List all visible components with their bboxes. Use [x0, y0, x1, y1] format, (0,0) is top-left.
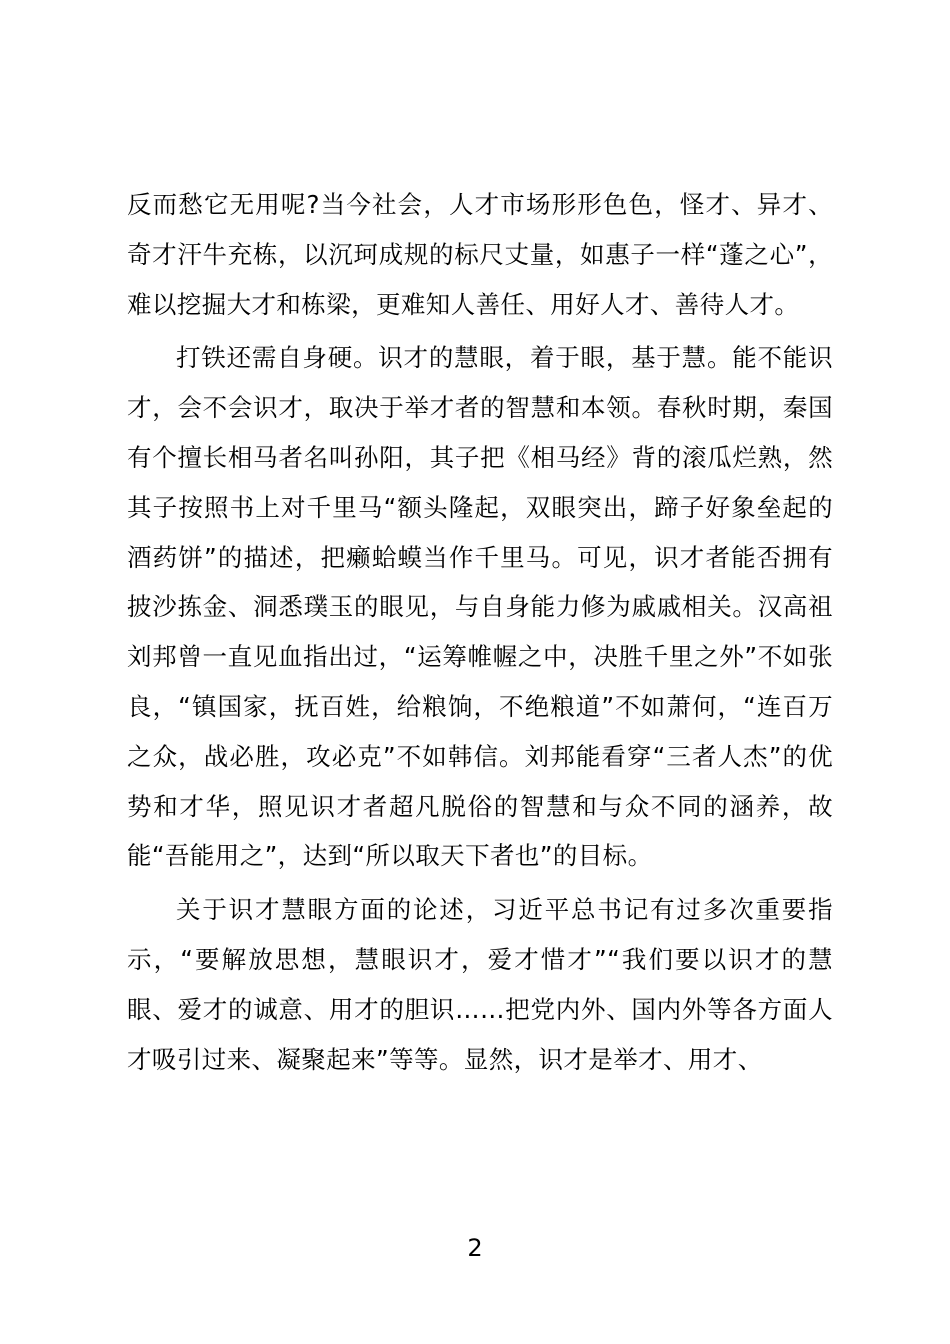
- page-number: 2: [467, 1234, 483, 1262]
- body-text: [127, 180, 833, 1088]
- paragraph-1: 反而愁它无用呢?当今社会，人才市场形形色色，怪才、异才、奇才汗牛充栋，以沉珂成规的标尺丈量，如惠子一样“蓬之心”，难以挖掘大才和栋梁，更难知人善任、用好人才、善待人才。: [127, 190, 833, 319]
- paragraph-3: 关于识才慧眼方面的论述，习近平总书记有过多次重要指示，“要解放思想，慧眼识才，爱才惜才”“我们要以识才的慧眼、爱才的诚意、用才的胆识……把党内外、国内外等各方面人才吸引过来、凝聚起来”等等。显然，识才是举才、用才、: [127, 895, 833, 1074]
- paragraph-2: 打铁还需自身硬。识才的慧眼，着于眼，基于慧。能不能识才，会不会识才，取决于举才者的智慧和本领。春秋时期，秦国有个擅长相马者名叫孙阳，其子把《相马经》背的滚瓜烂熟，然其子按照书上对千里马“额头隆起，双眼突出，蹄子好象垒起的酒药饼”的描述，把癞蛤蟆当作千里马。可见，识才者能否拥有披沙拣金、洞悉璞玉的眼见，与自身能力修为戚戚相关。汉高祖刘邦曾一直见血指出过，“运筹帷幄之中，决胜千里之外”不如张良，“镇国家，抚百姓，给粮饷，不绝粮道”不如萧何，“连百万之众，战必胜，攻必克”不如韩信。刘邦能看穿“三者人杰”的优势和才华，照见识才者超凡脱俗的智慧和与众不同的涵养，故能“吾能用之”，达到“所以取天下者也”的目标。: [127, 343, 833, 871]
